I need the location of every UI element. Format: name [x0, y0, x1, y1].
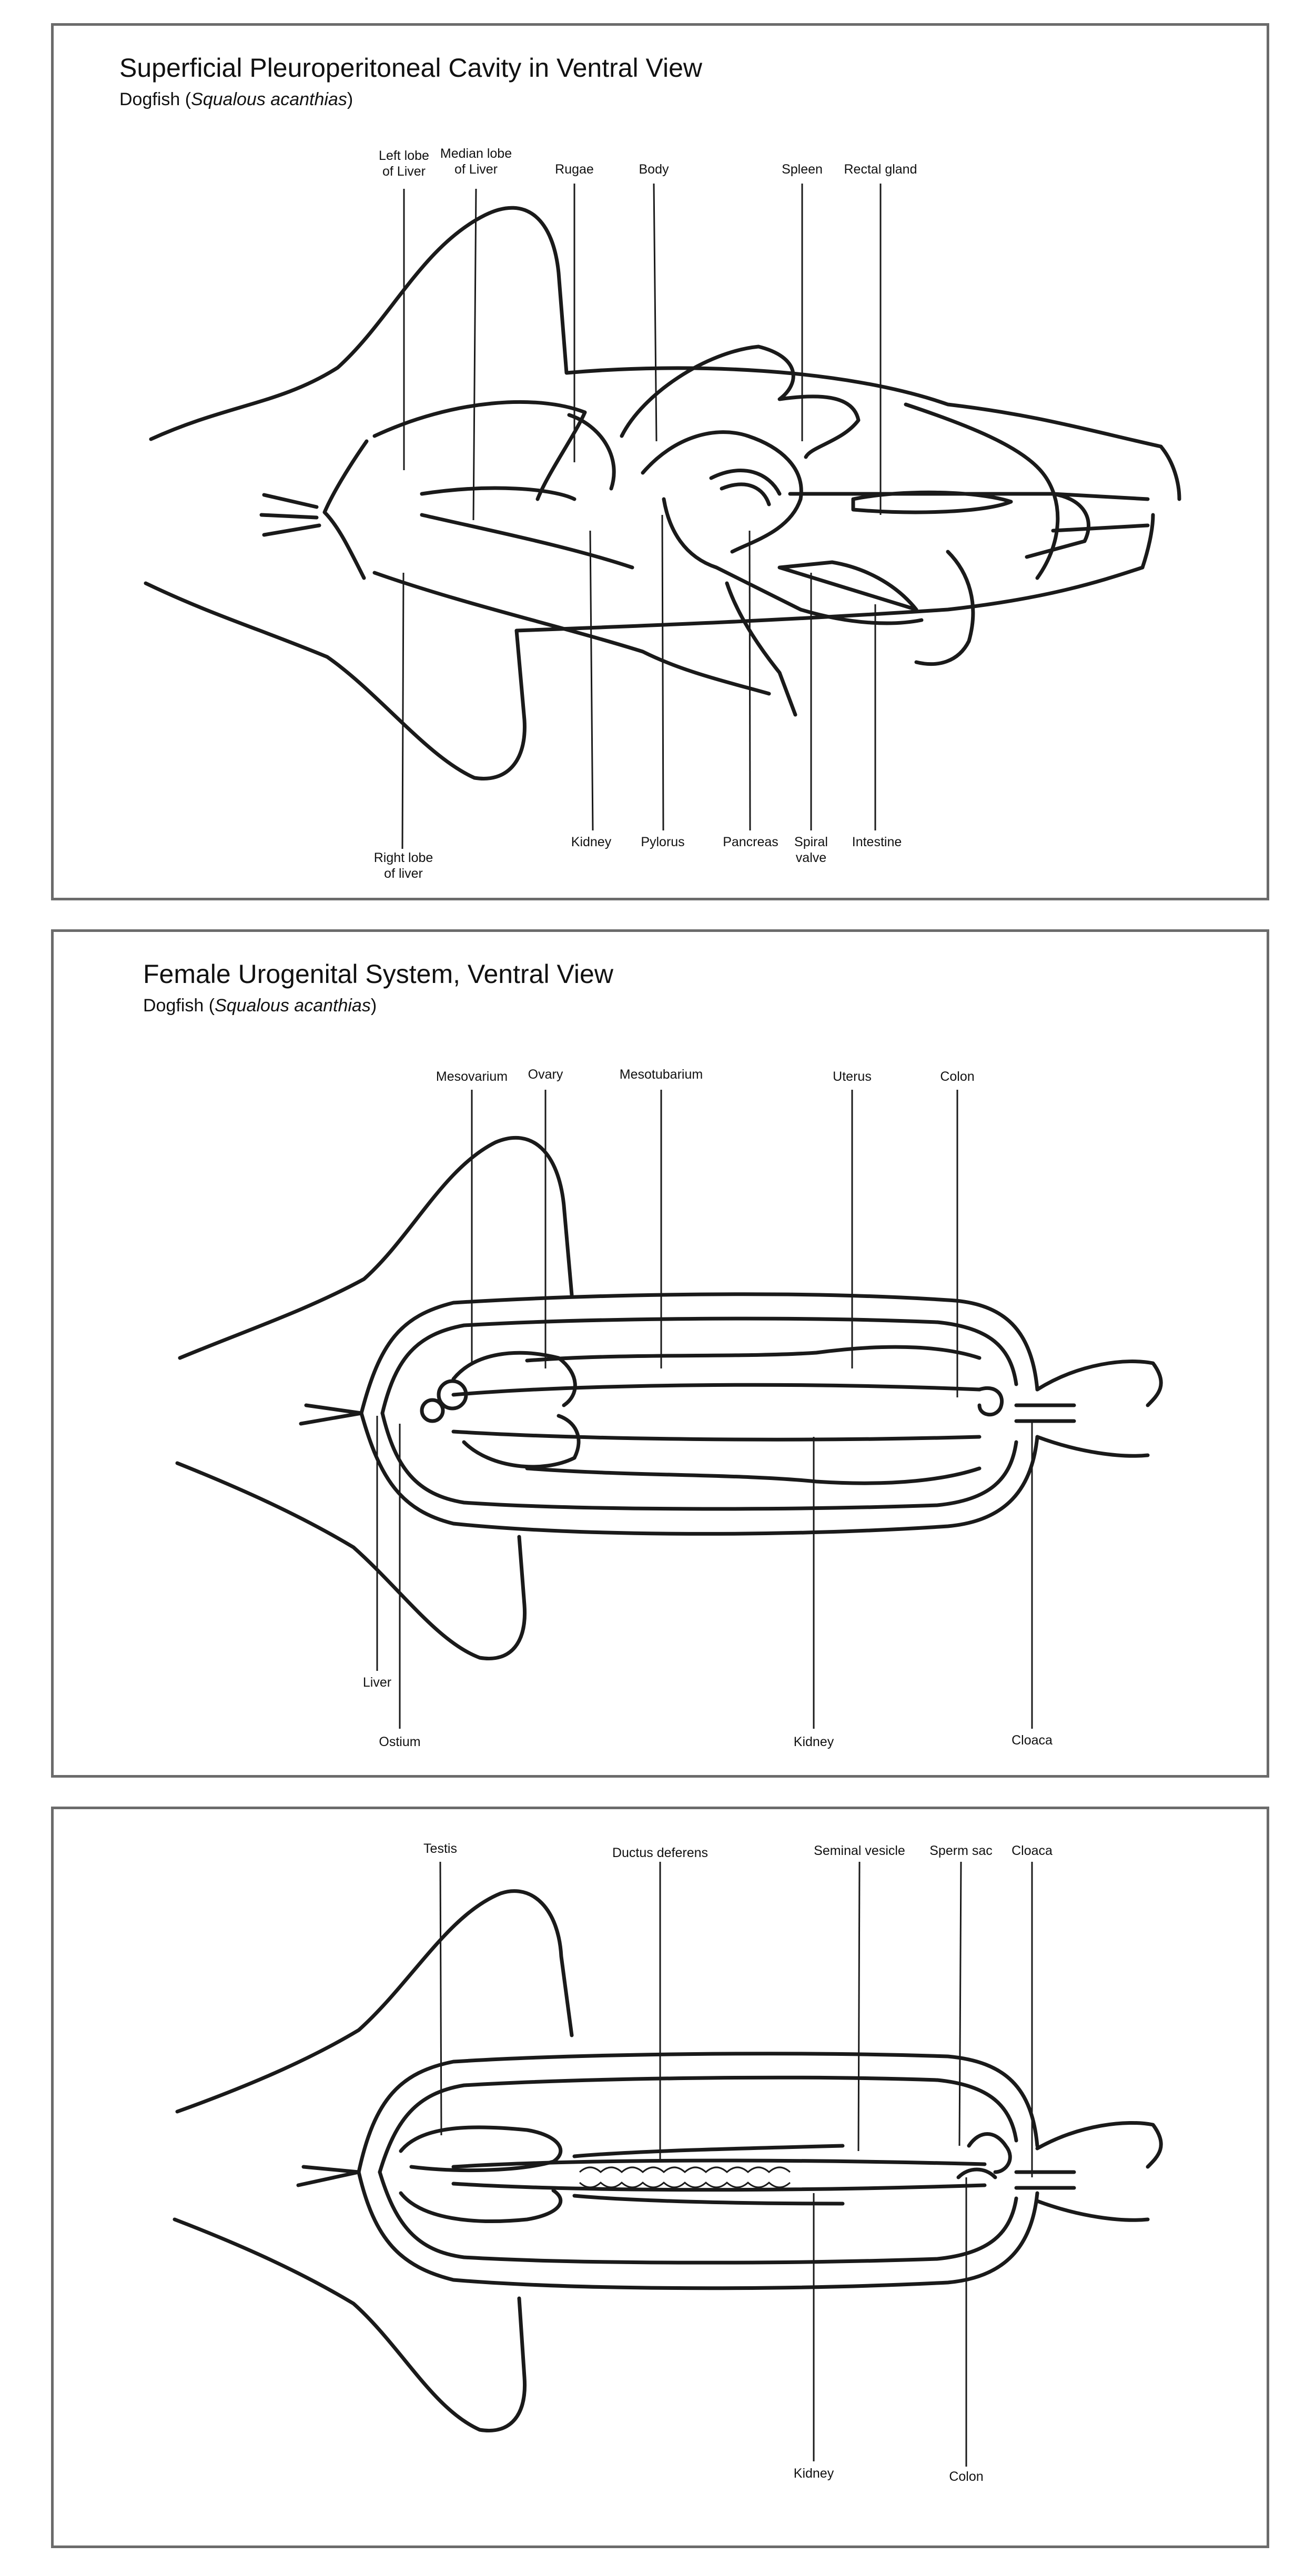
label-colon: Colon [940, 1069, 975, 1084]
diagram-panel-male-urogenital [51, 1807, 1269, 2548]
diagram-panel-female-urogenital [51, 929, 1269, 1778]
dogfish-male-urogenital-illustration [54, 1809, 1272, 2551]
panel-subtitle: Dogfish (Squalous acanthias) [143, 996, 377, 1016]
dogfish-female-urogenital-illustration [54, 932, 1272, 1780]
label-median-lobe-liver: Median lobe of Liver [440, 146, 512, 177]
label-uterus: Uterus [833, 1069, 872, 1084]
label-body: Body [639, 162, 669, 177]
panel-title: Superficial Pleuroperitoneal Cavity in Ventral View [119, 53, 703, 83]
label-kidney: Kidney [793, 1735, 834, 1749]
label-ostium: Ostium [379, 1735, 421, 1749]
label-intestine: Intestine [852, 835, 902, 849]
label-kidney: Kidney [571, 835, 612, 849]
label-right-lobe-liver: Right lobe of liver [373, 850, 433, 881]
label-cloaca: Cloaca [1011, 1843, 1053, 1858]
label-pylorus: Pylorus [641, 835, 685, 849]
label-liver: Liver [362, 1675, 392, 1690]
label-pancreas: Pancreas [723, 835, 778, 849]
panel-subtitle: Dogfish (Squalous acanthias) [119, 89, 353, 109]
label-rectal-gland: Rectal gland [844, 162, 917, 177]
label-spiral-valve: Spiral valve [794, 835, 828, 865]
label-rugae: Rugae [555, 162, 594, 177]
label-left-lobe-liver: Left lobe of Liver [379, 148, 429, 179]
label-testis: Testis [423, 1841, 457, 1856]
label-seminal-vesicle: Seminal vesicle [814, 1843, 905, 1858]
label-mesovarium: Mesovarium [436, 1069, 508, 1084]
label-mesotubarium: Mesotubarium [619, 1067, 703, 1082]
label-ovary: Ovary [528, 1067, 563, 1082]
label-sperm-sac: Sperm sac [929, 1843, 993, 1858]
dogfish-pleuroperitoneal-illustration [54, 26, 1272, 903]
label-kidney: Kidney [793, 2466, 834, 2481]
label-ductus-deferens: Ductus deferens [612, 1845, 709, 1860]
label-colon: Colon [949, 2469, 984, 2484]
label-cloaca: Cloaca [1011, 1733, 1053, 1748]
panel-title: Female Urogenital System, Ventral View [143, 959, 613, 989]
label-spleen: Spleen [782, 162, 823, 177]
diagram-panel-pleuroperitoneal [51, 23, 1269, 900]
